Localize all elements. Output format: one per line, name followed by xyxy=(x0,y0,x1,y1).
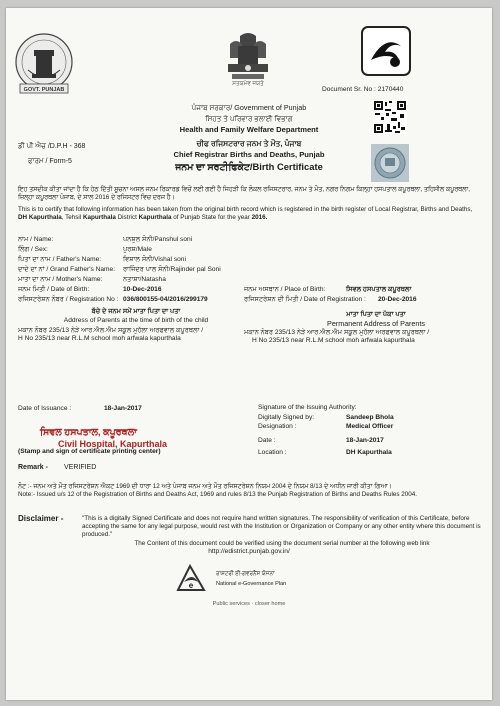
birth-address-pa: ਮਕਾਨ ਨੰਬਰ 235/13 ਨੇੜੇ ਆਰ.ਐਲ.ਐਮ ਸਕੂਲ ਮੁਹੱਲਾ ਅਰਫਵਾਲ ਕਪੂਰਥਲਾ / xyxy=(18,327,204,334)
negp-tagline: Public services · closer home xyxy=(212,601,286,607)
stamp-text-en: Civil Hospital, Kapurthala xyxy=(58,439,168,449)
intro-punjabi: ਇਹ ਤਸਦੀਕ ਕੀਤਾ ਜਾਂਦਾ ਹੈ ਕਿ ਹੇਠ ਦਿੱਤੀ ਸੂਚਨਾ ਅਸਲ ਜਨਮ ਰਿਕਾਰਡ ਵਿਚੋਂ ਲਈ ਗਈ ਹੈ ਜਿਹੜੀ ਕਿ ਲੋਕਲ ਰਜਿਸਟਰਾਰ, ਜਨਮ ਤੇ ਮੌਤ, ਨਗਰ ਨਿਗਮ ਕਿਲ੍ਹਾ ਹਸਪਤਾਲ ਕਪੂਰਥਲਾ, ਤਹਿਸੀਲ ਕਪੂਰਥਲਾ, ਜ਼ਿਲ੍ਹਾ ਕਪੂਰਥਲਾ ਪੰਜਾਬ, ਦੇ ਸਾਲ 2016 ਦੇ ਰਜਿਸਟਰ ਵਿਚ ਦਰਜ ਹੈ। xyxy=(18,186,470,201)
signature-date-value: 18-Jan-2017 xyxy=(346,437,384,444)
disclaimer-text: "This is a digitally Signed Certificate and does not require hand written signatures. The responsibility of verification of this Certificate, before accepting the same for any legal purpose, would rest with the Institution or Organization or Company or any other entity where this document is produced." xyxy=(82,515,481,538)
registration-label: ਰਜਿਸਟਰੇਸ਼ਨ ਨੰਬਰ / Registration No : xyxy=(18,296,119,303)
dept-heading-pa: ਸਿਹਤ ਤੇ ਪਰਿਵਾਰ ਭਲਾਈ ਵਿਭਾਗ xyxy=(205,114,293,123)
birth-address-en: H No 235/13 near R.L.M school moh arfwala kapurthala xyxy=(18,335,181,342)
seal-text: GOVT. PUNJAB xyxy=(23,87,65,93)
permanent-address-en: H No 235/13 near R.L.M school moh arfwala kapurthala xyxy=(252,337,415,344)
birth-certificate-page xyxy=(6,8,492,700)
father-label: ਪਿਤਾ ਦਾ ਨਾਮ / Father's Name: xyxy=(18,256,102,263)
sex-label: ਲਿੰਗ / Sex: xyxy=(18,246,48,253)
signature-date-label: Date : xyxy=(258,437,276,444)
signed-by-label: Digitally Signed by: xyxy=(258,414,315,421)
stamp-text-pa: ਸਿਵਲ ਹਸਪਤਾਲ, ਕਪੂਰਥਲਾ xyxy=(40,427,137,438)
stamp-caption: (Stamp and sign of certificate printing center) xyxy=(18,448,161,455)
remark-label: Remark - xyxy=(18,464,48,471)
signature-heading: Signature of the Issuing Authority: xyxy=(258,404,357,411)
emblem-motto: ਸਤਯਮੇਵ ਜਯਤੇ xyxy=(232,81,264,87)
registration-value: 036/800155-04/2016/299179 xyxy=(123,296,208,303)
signed-by-value: Sandeep Bhola xyxy=(346,414,394,421)
grandfather-label: ਦਾਦੇ ਦਾ ਨਾਂ / Grand Father's Name: xyxy=(18,266,116,273)
disclaimer-label: Disclaimer - xyxy=(18,514,64,523)
dob-value: 10-Dec-2016 xyxy=(123,286,162,293)
remark-value: VERIFIED xyxy=(64,464,97,471)
birth-address-heading-en: Address of Parents at the time of birth of the child xyxy=(63,317,209,324)
negp-name-en: National e-Governance Plan xyxy=(216,581,287,587)
registrar-heading-en: Chief Registrar Births and Deaths, Punjab xyxy=(173,150,325,159)
negp-name-pa: ਰਾਸ਼ਟਰੀ ਈ-ਗਵਰਨੈਂਸ ਯੋਜਨਾ xyxy=(216,571,275,577)
registration-date-value: 20-Dec-2016 xyxy=(378,296,417,303)
intro-english: This is to certify that following information has been taken from the original birth record which is registered in the birth register of Local Registrar, Births and Deaths, DH Kapurthala, Tehsil Kapurthala District Kapurthala of Punjab State for the year 2016. xyxy=(18,206,473,221)
location-value: DH Kapurthala xyxy=(346,449,392,456)
gov-heading: ਪੰਜਾਬ ਸਰਕਾਰ/ Government of Punjab xyxy=(191,103,307,112)
name-value: ਪਨਸ਼ੁਲ ਸੋਨੀ/Panshul soni xyxy=(123,236,193,243)
registration-date-label: ਰਜਿਸਟਰੇਸ਼ਨ ਦੀ ਮਿਤੀ / Date of Registration : xyxy=(244,296,366,303)
permanent-address-heading-en: Permanent Address of Parents xyxy=(327,319,425,328)
designation-label: Designation : xyxy=(258,423,297,430)
certificate-title: ਜਨਮ ਦਾ ਸਰਟੀਫਿਕੇਟ/Birth Certificate xyxy=(175,161,323,172)
note-punjabi: ਨੋਟ :- ਜਨਮ ਅਤੇ ਮੌਤ ਰਜਿਸਟਰੇਸ਼ਨ ਐਕਟ 1969 ਦੀ ਧਾਰਾ 12 ਅਤੇ ਪੰਜਾਬ ਜਨਮ ਅਤੇ ਮੌਤ ਰਜਿਸਟਰੇਸ਼ਨ ਨਿਯਮ 2004 ਦੇ ਨਿਯਮ 8/13 ਦੇ ਅਧੀਨ ਜਾਰੀ ਕੀਤਾ ਗਿਆ। xyxy=(18,483,392,490)
location-label: Location : xyxy=(258,449,287,456)
name-label: ਨਾਮ / Name: xyxy=(18,236,54,243)
svg-text:e: e xyxy=(188,581,194,590)
permanent-address-heading-pa: ਮਾਤਾ ਪਿਤਾ ਦਾ ਪੱਕਾ ਪਤਾ xyxy=(346,311,406,318)
pob-value: ਸਿਵਲ ਹਸਪਤਾਲ ਕਪੂਰਥਲਾ xyxy=(346,286,412,293)
document-serial: Document Sr. No : 2170440 xyxy=(322,86,404,93)
verify-link[interactable]: http://edistrict.punjab.gov.in/ xyxy=(208,548,290,555)
designation-value: Medical Officer xyxy=(346,423,394,430)
issuance-date-value: 18-Jan-2017 xyxy=(104,405,142,412)
dph-number: ਡੀ ਪੀ ਐਚ /D.P.H - 368 xyxy=(18,143,86,150)
form-number: ਫਾਰਮ / Form-5 xyxy=(28,158,72,165)
mother-value: ਨਤਾਸ਼ਾ/Natasha xyxy=(123,276,166,283)
swirl-logo-icon xyxy=(361,26,411,76)
dept-heading-en: Health and Family Welfare Department xyxy=(179,125,319,134)
birth-address-heading-pa: ਬੱਚੇ ਦੇ ਜਨਮ ਸਮੇਂ ਮਾਤਾ ਪਿਤਾ ਦਾ ਪਤਾ xyxy=(91,308,181,315)
father-value: ਵਿਸ਼ਾਲ ਸੋਨੀ/Vishal soni xyxy=(123,256,186,263)
dob-label: ਜਨਮ ਮਿਤੀ / Date of Birth: xyxy=(18,286,90,293)
registrar-heading-pa: ਚੀਫ ਰਜਿਸਟਰਾਰ ਜਨਮ ਤੇ ਮੌਤ, ਪੰਜਾਬ xyxy=(196,139,302,148)
pob-label: ਜਨਮ ਅਸਥਾਨ / Place of Birth: xyxy=(244,286,326,293)
grandfather-value: ਰਾਜਿੰਦਰ ਪਾਲ ਸੋਨੀ/Rajinder pal Soni xyxy=(123,266,221,273)
note-english: Note:- Issued u/s 12 of the Registration of Births and Deaths Act, 1969 and rules 8/13 the Punjab Registration of Births and Deaths Rules 2004. xyxy=(18,491,418,498)
verify-text: The Content of this document could be verified using the document serial number at the following web link xyxy=(134,540,430,547)
punjab-seal-icon xyxy=(14,30,74,100)
sex-value: ਪੁਰਸ਼/Male xyxy=(123,246,152,253)
permanent-address-pa: ਮਕਾਨ ਨੰਬਰ 235/13 ਨੇੜੇ ਆਰ.ਐਲ.ਐਮ ਸਕੂਲ ਮੁਹੱਲਾ ਅਰਫਵਾਲ ਕਪੂਰਥਲਾ / xyxy=(244,329,430,336)
mother-label: ਮਾਤਾ ਦਾ ਨਾਮ / Mother's Name: xyxy=(18,276,103,283)
negp-logo-icon xyxy=(174,564,208,594)
issuance-date-label: Date of Issuance : xyxy=(18,405,72,412)
